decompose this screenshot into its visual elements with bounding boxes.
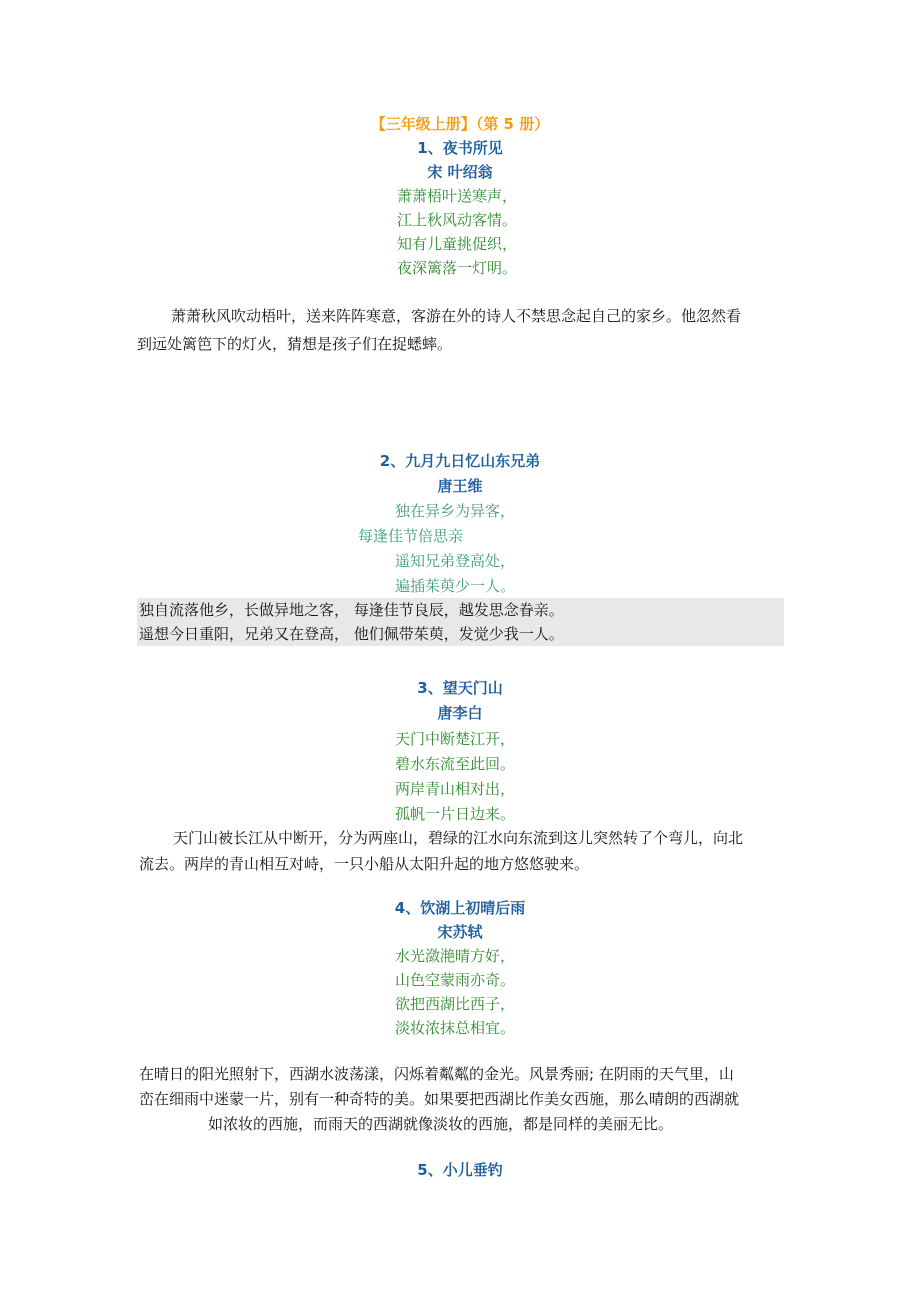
poem-line: 淡妆浓抹总相宜。 bbox=[395, 1019, 516, 1037]
poem-title: 3、望天门山 bbox=[417, 679, 503, 697]
poem-line: 天门中断楚江开， bbox=[395, 730, 516, 748]
poem-title: 5、小儿垂钓 bbox=[417, 1161, 503, 1179]
poem-author: 唐王维 bbox=[437, 477, 483, 495]
poem-line: 碧水东流至此回。 bbox=[395, 755, 516, 773]
explanation-line: 在晴日的阳光照射下，西湖水波荡漾，闪烁着粼粼的金光。风景秀丽; 在阴雨的天气里，山 bbox=[139, 1065, 734, 1083]
poem-line: 山色空蒙雨亦奇。 bbox=[395, 971, 516, 989]
poem-line: 夜深篱落一灯明。 bbox=[397, 259, 518, 277]
poem-line: 欲把西湖比西子， bbox=[395, 995, 516, 1013]
poem-title: 2、九月九日忆山东兄弟 bbox=[379, 452, 541, 470]
explanation-line: 峦在细雨中迷蒙一片，别有一种奇特的美。如果要把西湖比作美女西施，那么晴朗的西湖就 bbox=[139, 1090, 740, 1108]
page-header bbox=[0, 114, 920, 134]
volume-label: （第 5 册） bbox=[475, 115, 550, 133]
poem-line: 遍插茱萸少一人。 bbox=[395, 577, 516, 595]
poem-line: 独在异乡为异客， bbox=[395, 502, 516, 520]
explanation-line: 流去。两岸的青山相互对峙，一只小船从太阳升起的地方悠悠驶来。 bbox=[139, 855, 590, 873]
poem-line: 孤帆一片日边来。 bbox=[395, 805, 516, 823]
explanation-line: 到远处篱笆下的灯火，猜想是孩子们在捉蟋蟀。 bbox=[137, 335, 453, 353]
poem-author: 唐李白 bbox=[437, 704, 483, 722]
poem-line: 两岸青山相对出， bbox=[395, 780, 516, 798]
poem-title: 1、夜书所见 bbox=[417, 139, 503, 157]
grade-label: 【三年级上册】 bbox=[370, 115, 476, 133]
poem-author: 宋 叶绍翁 bbox=[427, 163, 493, 181]
poem-line: 遥知兄弟登高处， bbox=[395, 552, 516, 570]
poem-title: 4、饮湖上初晴后雨 bbox=[394, 899, 526, 917]
poem-line: 萧萧梧叶送寒声， bbox=[397, 187, 518, 205]
explanation-line: 天门山被长江从中断开，分为两座山，碧绿的江水向东流到这儿突然转了个弯儿，向北 bbox=[173, 829, 744, 847]
poem-author: 宋苏轼 bbox=[437, 923, 483, 941]
explanation-line: 萧萧秋风吹动梧叶，送来阵阵寒意，客游在外的诗人不禁思念起自己的家乡。他忽然看 bbox=[171, 307, 742, 325]
poem-line: 每逢佳节倍思亲 bbox=[358, 527, 464, 545]
poem-line: 江上秋风动客情。 bbox=[397, 211, 518, 229]
explanation-line: 独自流落他乡，长做异地之客， 每逢佳节良辰，越发思念眷亲。 bbox=[139, 601, 564, 619]
poem-line: 水光潋滟晴方好， bbox=[395, 947, 516, 965]
explanation-line: 遥想今日重阳，兄弟又在登高， 他们佩带茱萸，发觉少我一人。 bbox=[139, 625, 564, 643]
explanation-line: 如浓妆的西施，而雨天的西湖就像淡妆的西施，都是同样的美丽无比。 bbox=[208, 1115, 674, 1133]
poem-line: 知有儿童挑促织， bbox=[397, 235, 518, 253]
